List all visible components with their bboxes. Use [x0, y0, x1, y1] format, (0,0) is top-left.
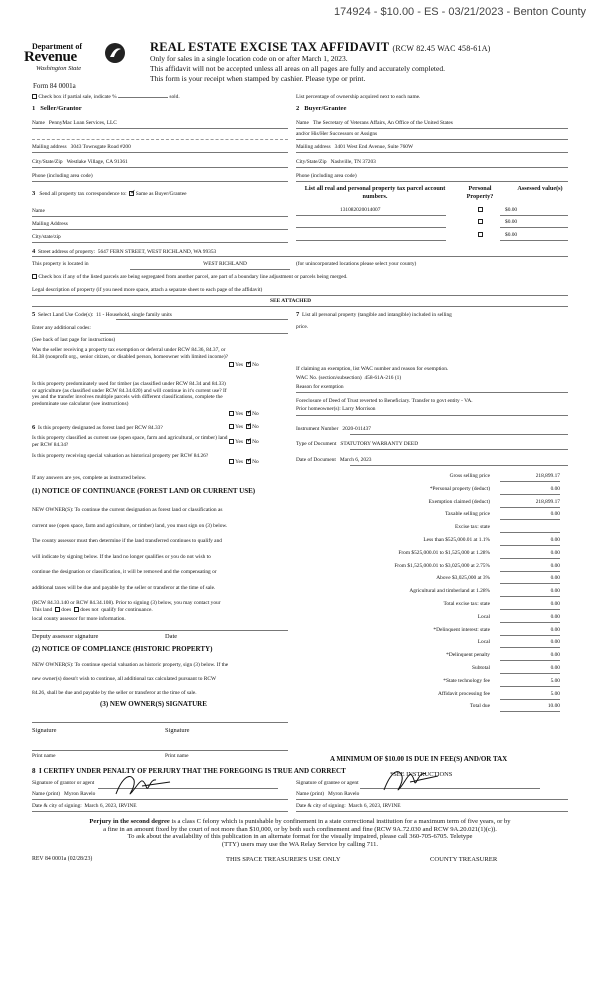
buyer-heading: 2 Buyer/Grantee — [296, 105, 347, 112]
q3-answers: Yes ✓ No — [229, 424, 259, 430]
tax-row-label: *Personal property (deduct) — [429, 485, 490, 492]
tax-row-underline — [500, 558, 560, 559]
tax-row-underline — [500, 583, 560, 584]
grantor-date-row: Date & city of signing: March 6, 2023, IRVINE — [32, 803, 137, 809]
tax-row-underline — [500, 596, 560, 597]
seller-phone-label: Phone (including area code) — [32, 173, 93, 179]
seller-name-row: Name PennyMac Loan Services, LLC — [32, 120, 117, 126]
personal-property-header: Personal Property? — [466, 185, 494, 200]
grantee-signature-image — [380, 762, 440, 796]
seller-city-row: City/State/Zip Westlake Village, CA 91361 — [32, 159, 128, 165]
land-use-row: 5 Select Land Use Code(s): 11 - Household, single family units — [32, 311, 172, 318]
street-address-value: 5647 FERN STREET, WEST RICHLAND, WA 99353 — [97, 249, 217, 255]
tax-row-underline — [500, 545, 560, 546]
tax-row-label: Total due — [469, 703, 490, 710]
seller-name: PennyMac Loan Services, LLC — [48, 120, 117, 126]
see-instructions: *SEE INSTRUCTIONS — [390, 771, 453, 778]
tax-row-label: Total excise tax: state — [443, 601, 490, 607]
tax-row-value: 0.00 — [550, 562, 560, 569]
tax-row-value: 0.00 — [550, 626, 560, 633]
tax-row-value: 0.00 — [550, 601, 560, 607]
tax-row-label: Above $3,025,000 at 3% — [436, 575, 490, 582]
signature-label-2: Signature — [165, 727, 190, 734]
tax-row-underline — [500, 686, 560, 687]
tax-row-underline — [500, 609, 560, 610]
tax-row-label: Gross selling price — [449, 473, 490, 479]
assessed-value-2: $0.00 — [505, 219, 518, 225]
grantor-signature-image — [112, 768, 172, 802]
land-use-value: 11 - Household, single family units — [95, 312, 172, 318]
tax-row-value: 5.00 — [550, 690, 560, 697]
print-name-label-2: Print name — [165, 753, 189, 759]
grantee-date-row: Date & city of signing: March 6, 2023, IRVINE — [296, 803, 401, 809]
grantee-signature-label: Signature of grantee or agent — [296, 780, 359, 786]
location-label: This property is located in — [32, 261, 89, 267]
deputy-date-label: Date — [165, 633, 178, 640]
historic-notice-heading: (2) NOTICE OF COMPLIANCE (HISTORIC PROPERTY) — [32, 645, 213, 653]
tax-row-label: From $1,525,000.01 to $3,025,000 at 2.75% — [394, 562, 490, 569]
tax-row-label: Local — [477, 639, 490, 646]
recording-stamp: 174924 - $10.00 - ES - 03/21/2023 - Benton County — [334, 6, 586, 18]
new-owner-signature-heading: (3) NEW OWNER(S) SIGNATURE — [100, 700, 207, 708]
street-address-row: 4 Street address of property: 5647 FERN STREET, WEST RICHLAND, WA 99353 — [32, 248, 217, 255]
question-5: Is this property receiving special valuation as historical property per RCW 84.26? — [32, 453, 209, 459]
form-number: Form 84 0001a — [33, 82, 76, 90]
personal-property-checkbox-3 — [478, 232, 483, 238]
assessed-value-3: $0.00 — [505, 232, 518, 238]
print-name-label-1: Print name — [32, 753, 56, 759]
if-any-yes: If any answers are yes, complete as instructed below. — [32, 475, 147, 481]
corr-city-label: City/state/zip — [32, 234, 61, 240]
wac-row: WAC No. (section/subsection) 458-61A-216 (1) — [296, 375, 402, 381]
corr-address-label: Mailing Address — [32, 221, 68, 227]
segregated-checkbox[interactable] — [32, 274, 37, 279]
tax-row-label: Local — [477, 613, 490, 620]
parcel-header: List all real and personal property tax parcel account numbers. — [304, 185, 446, 200]
segregated-row: Check box if any of the listed parcels are being segregated from another parcel, are part of a boundary line adjustment or parcels being merged. — [32, 274, 348, 280]
qualify-row: This land does does not qualify for continuance. — [32, 607, 153, 613]
tax-row-underline — [500, 699, 560, 700]
tax-row-underline — [500, 622, 560, 623]
tax-row-value: 218,899.17 — [535, 473, 560, 479]
exemption-reason: Foreclosure of Deed of Trust reverted to Beneficiary. Transfer to govt entity - VA. — [296, 398, 473, 404]
buyer-city-row: City/State/Zip Nashville, TN 37203 — [296, 159, 376, 165]
q1-answers: Yes ✓ No — [229, 362, 259, 368]
doc-date-row: Date of Document March 6, 2023 — [296, 457, 372, 463]
tax-row-value: 0.00 — [550, 511, 560, 518]
tax-row-label: Exemption claimed (deduct) — [428, 498, 490, 505]
doc-type-value: STATUTORY WARRANTY DEED — [340, 441, 419, 447]
buyer-phone-label: Phone (including area code) — [296, 173, 357, 179]
location-note: (for unincorporated locations please select your county) — [296, 261, 417, 267]
location-value: WEST RICHLAND — [203, 261, 247, 267]
partial-sale-row: Check box if partial sale, indicate % sold. — [32, 94, 180, 100]
parcel-number-1: 131082020014007 — [340, 207, 381, 213]
question-1: Was the seller receiving a property tax exemption or deferral under RCW 84.36, 84.37, or 84.38 (nonprofit org., senior citizen, or disabled person, homeowner with limited income)? — [32, 347, 229, 360]
tax-row-underline — [500, 635, 560, 636]
tax-row-label: *Delinquent penalty — [446, 652, 490, 659]
question-3: 6 Is this property designated as forest land per RCW 84.33? — [32, 424, 163, 431]
q5-answers: Yes ✓ No — [229, 459, 259, 465]
tax-row-label: Less than $525,000.01 at 1.1% — [423, 537, 490, 543]
assessed-value-1: $0.00 — [505, 207, 518, 213]
doc-type-row: Type of Document STATUTORY WARRANTY DEED — [296, 441, 419, 447]
tax-row-underline — [500, 532, 560, 533]
exemption-claim-label: If claiming an exemption, list WAC number and reason for exemption. — [296, 366, 449, 372]
grantee-name-row: Name (print) Myron Ravelo — [296, 791, 360, 797]
tax-row-value: 0.00 — [550, 588, 560, 595]
tax-row-underline — [500, 673, 560, 674]
see-back-note: (See back of last page for instructions) — [32, 337, 116, 343]
tax-row-value: 0.00 — [550, 537, 560, 543]
personal-property-label: 7 List all personal property (tangible and intangible) included in selling — [296, 311, 452, 318]
buyer-name-row: Name The Secretary of Veterans Affairs, An Office of the United States — [296, 120, 453, 126]
instrument-row: Instrument Number 2020-011437 — [296, 426, 371, 432]
see-attached: SEE ATTACHED — [270, 298, 311, 304]
seller-address-row: Mailing address 3043 Townsgate Road #200 — [32, 144, 131, 150]
personal-property-price-label: price. — [296, 324, 309, 330]
tax-row-value: 0.00 — [550, 639, 560, 646]
tax-row-value: 218,899.17 — [535, 498, 560, 505]
forest-notice-text: NEW OWNER(S): To continue the current designation as forest land or classification as current use (open space, farm and agriculture, or timber) land, you must sign on (3) below. The county assessor must then determine if the land transferred continues to qualify and will indicate by signing below. If the land no longer qualifies or you do not wish to continue the designation or classification, it will be removed and the compensating or additional taxes will be due and payable by the seller or transferor at the time of sale. (RCW 84.33.140 or RCW 84.34.108). Prior to signing (3) below, you may contact your local county assessor for more information. — [32, 507, 228, 622]
dor-logo: Department of Revenue Washington State — [18, 42, 128, 82]
tax-row-label: Affidavit processing fee — [438, 690, 490, 697]
list-percentage-note: List percentage of ownership acquired next to each name. — [296, 94, 421, 100]
grantor-signature-label: Signature of grantor or agent — [32, 780, 95, 786]
tax-row-label: Subtotal — [472, 665, 490, 671]
tax-row-value: 10.00 — [547, 703, 560, 710]
same-as-buyer-checkbox[interactable] — [129, 191, 134, 196]
wac-value: 458-61A-216 (1) — [364, 375, 402, 381]
tax-row-underline — [500, 571, 560, 572]
tax-row-underline — [500, 660, 560, 661]
q2-answers: Yes ✓ No — [229, 411, 259, 417]
grantor-name-row: Name (print) Myron Ravelo — [32, 791, 96, 797]
intro-text: Only for sales in a single location code on or after March 1, 2023. This affidavit will not be accepted unless all areas on all pages are fully and accurately completed. This form is your receipt when stamped by cashier. Please type or print. — [150, 54, 445, 83]
question-2: Is this property predominately used for timber (as classified under RCW 84.34 and 84.33) or agriculture (as classified under RCW 84.34.020) and will continue in it's current use? If yes and the transfer involves multiple parcels with different classifications, complete the predominate use calculator (see instructions) — [32, 381, 227, 407]
tax-row-underline — [500, 519, 560, 520]
tax-correspondence-row: 3 Send all property tax correspondence to: ✓ Same as Buyer/Grantee — [32, 190, 187, 198]
tax-row-underline — [500, 711, 560, 712]
q4-answers: Yes ✓ No — [229, 439, 259, 445]
tax-row-value: 5.00 — [550, 677, 560, 684]
tax-row-value: 0.00 — [550, 549, 560, 556]
prior-homeowner: Prior homeowner(s): Larry Morrison — [296, 406, 376, 412]
tax-row-value: 0.00 — [550, 652, 560, 659]
reason-label: Reason for exemption — [296, 384, 344, 390]
historic-notice-text: NEW OWNER(S): To continue special valuation as historic property, sign (3) below. If the new owner(s) doesn't wish to continue, all additional tax calculated pursuant to RCW 84.26, shall be due and payable by the seller or transferor at the time of sale. — [32, 662, 229, 696]
tax-row-label: *State technology fee — [443, 677, 490, 684]
seller-heading: 1 Seller/Grantor — [32, 105, 82, 112]
personal-property-checkbox-1 — [478, 207, 483, 213]
revision-code: REV 84 0001a (02/28/23) — [32, 856, 93, 862]
tax-row-underline — [500, 507, 560, 508]
tax-row-value: 0.00 — [550, 485, 560, 492]
buyer-address-row: Mailing address 3401 West End Avenue, Suite 760W — [296, 144, 414, 150]
certify-statement: 8 I CERTIFY UNDER PENALTY OF PERJURY THAT THE FOREGOING IS TRUE AND CORRECT — [32, 767, 346, 775]
tax-row-value: 0.00 — [550, 613, 560, 620]
deputy-signature-label: Deputy assessor signature — [32, 633, 99, 640]
assessed-value-header: Assessed value(s) — [517, 185, 563, 192]
question-4: Is this property classified as current use (open space, farm and agricultural, or timber) land per RCW 84.34? — [32, 435, 228, 448]
treasurer-use-only: THIS SPACE TREASURER'S USE ONLY — [226, 856, 341, 863]
legal-description-label: Legal description of property (if you need more space, attach a separate sheet to each page of the affidavit) — [32, 287, 263, 293]
corr-name-label: Name — [32, 208, 45, 214]
minimum-due-note: A MINIMUM OF $10.00 IS DUE IN FEE(S) AND/OR TAX — [330, 755, 508, 763]
tax-row-underline — [500, 481, 560, 482]
page-title: REAL ESTATE EXCISE TAX AFFIDAVIT (RCW 82.45 WAC 458-61A) — [150, 40, 491, 54]
personal-property-checkbox-2 — [478, 219, 483, 225]
tax-row-underline — [500, 647, 560, 648]
tax-row-underline — [500, 494, 560, 495]
buyer-name-2: and/or His/Her Successors or Assigns — [296, 131, 378, 137]
tax-row-value: 0.00 — [550, 665, 560, 671]
county-treasurer-label: COUNTY TREASURER — [430, 856, 498, 863]
tax-row-label: Agricultural and timberland at 1.28% — [409, 588, 490, 595]
dor-emblem-icon — [104, 42, 126, 64]
tax-row-label: Excise tax: state — [454, 524, 490, 531]
tax-row-label: From $525,000.01 to $1,525,000 at 1.28% — [398, 549, 490, 556]
perjury-notice: Perjury in the second degree is a class C felony which is punishable by confinement in a state correctional institution for a maximum term of five years, or by a fine in an amount fixed by the court of not more than $10,000, or by both such confinement and fine (RCW 9A.72.030 and RCW 9A.20.021(1)(c)). To ask about the availability of this publication in an alternate format for the visually impaired, please call 360-705-6705. Teletype (TTY) users may use the WA Relay Service by calling 711. — [89, 818, 511, 848]
tax-row-label: Taxable selling price — [445, 511, 490, 518]
tax-row-label: *Delinquent interest: state — [433, 626, 490, 633]
tax-row-value: 0.00 — [550, 575, 560, 582]
partial-sale-checkbox[interactable] — [32, 94, 37, 99]
signature-label-1: Signature — [32, 727, 57, 734]
additional-codes-label: Enter any additional codes: — [32, 325, 91, 331]
forest-notice-heading: (1) NOTICE OF CONTINUANCE (FOREST LAND OR CURRENT USE) — [32, 487, 256, 495]
